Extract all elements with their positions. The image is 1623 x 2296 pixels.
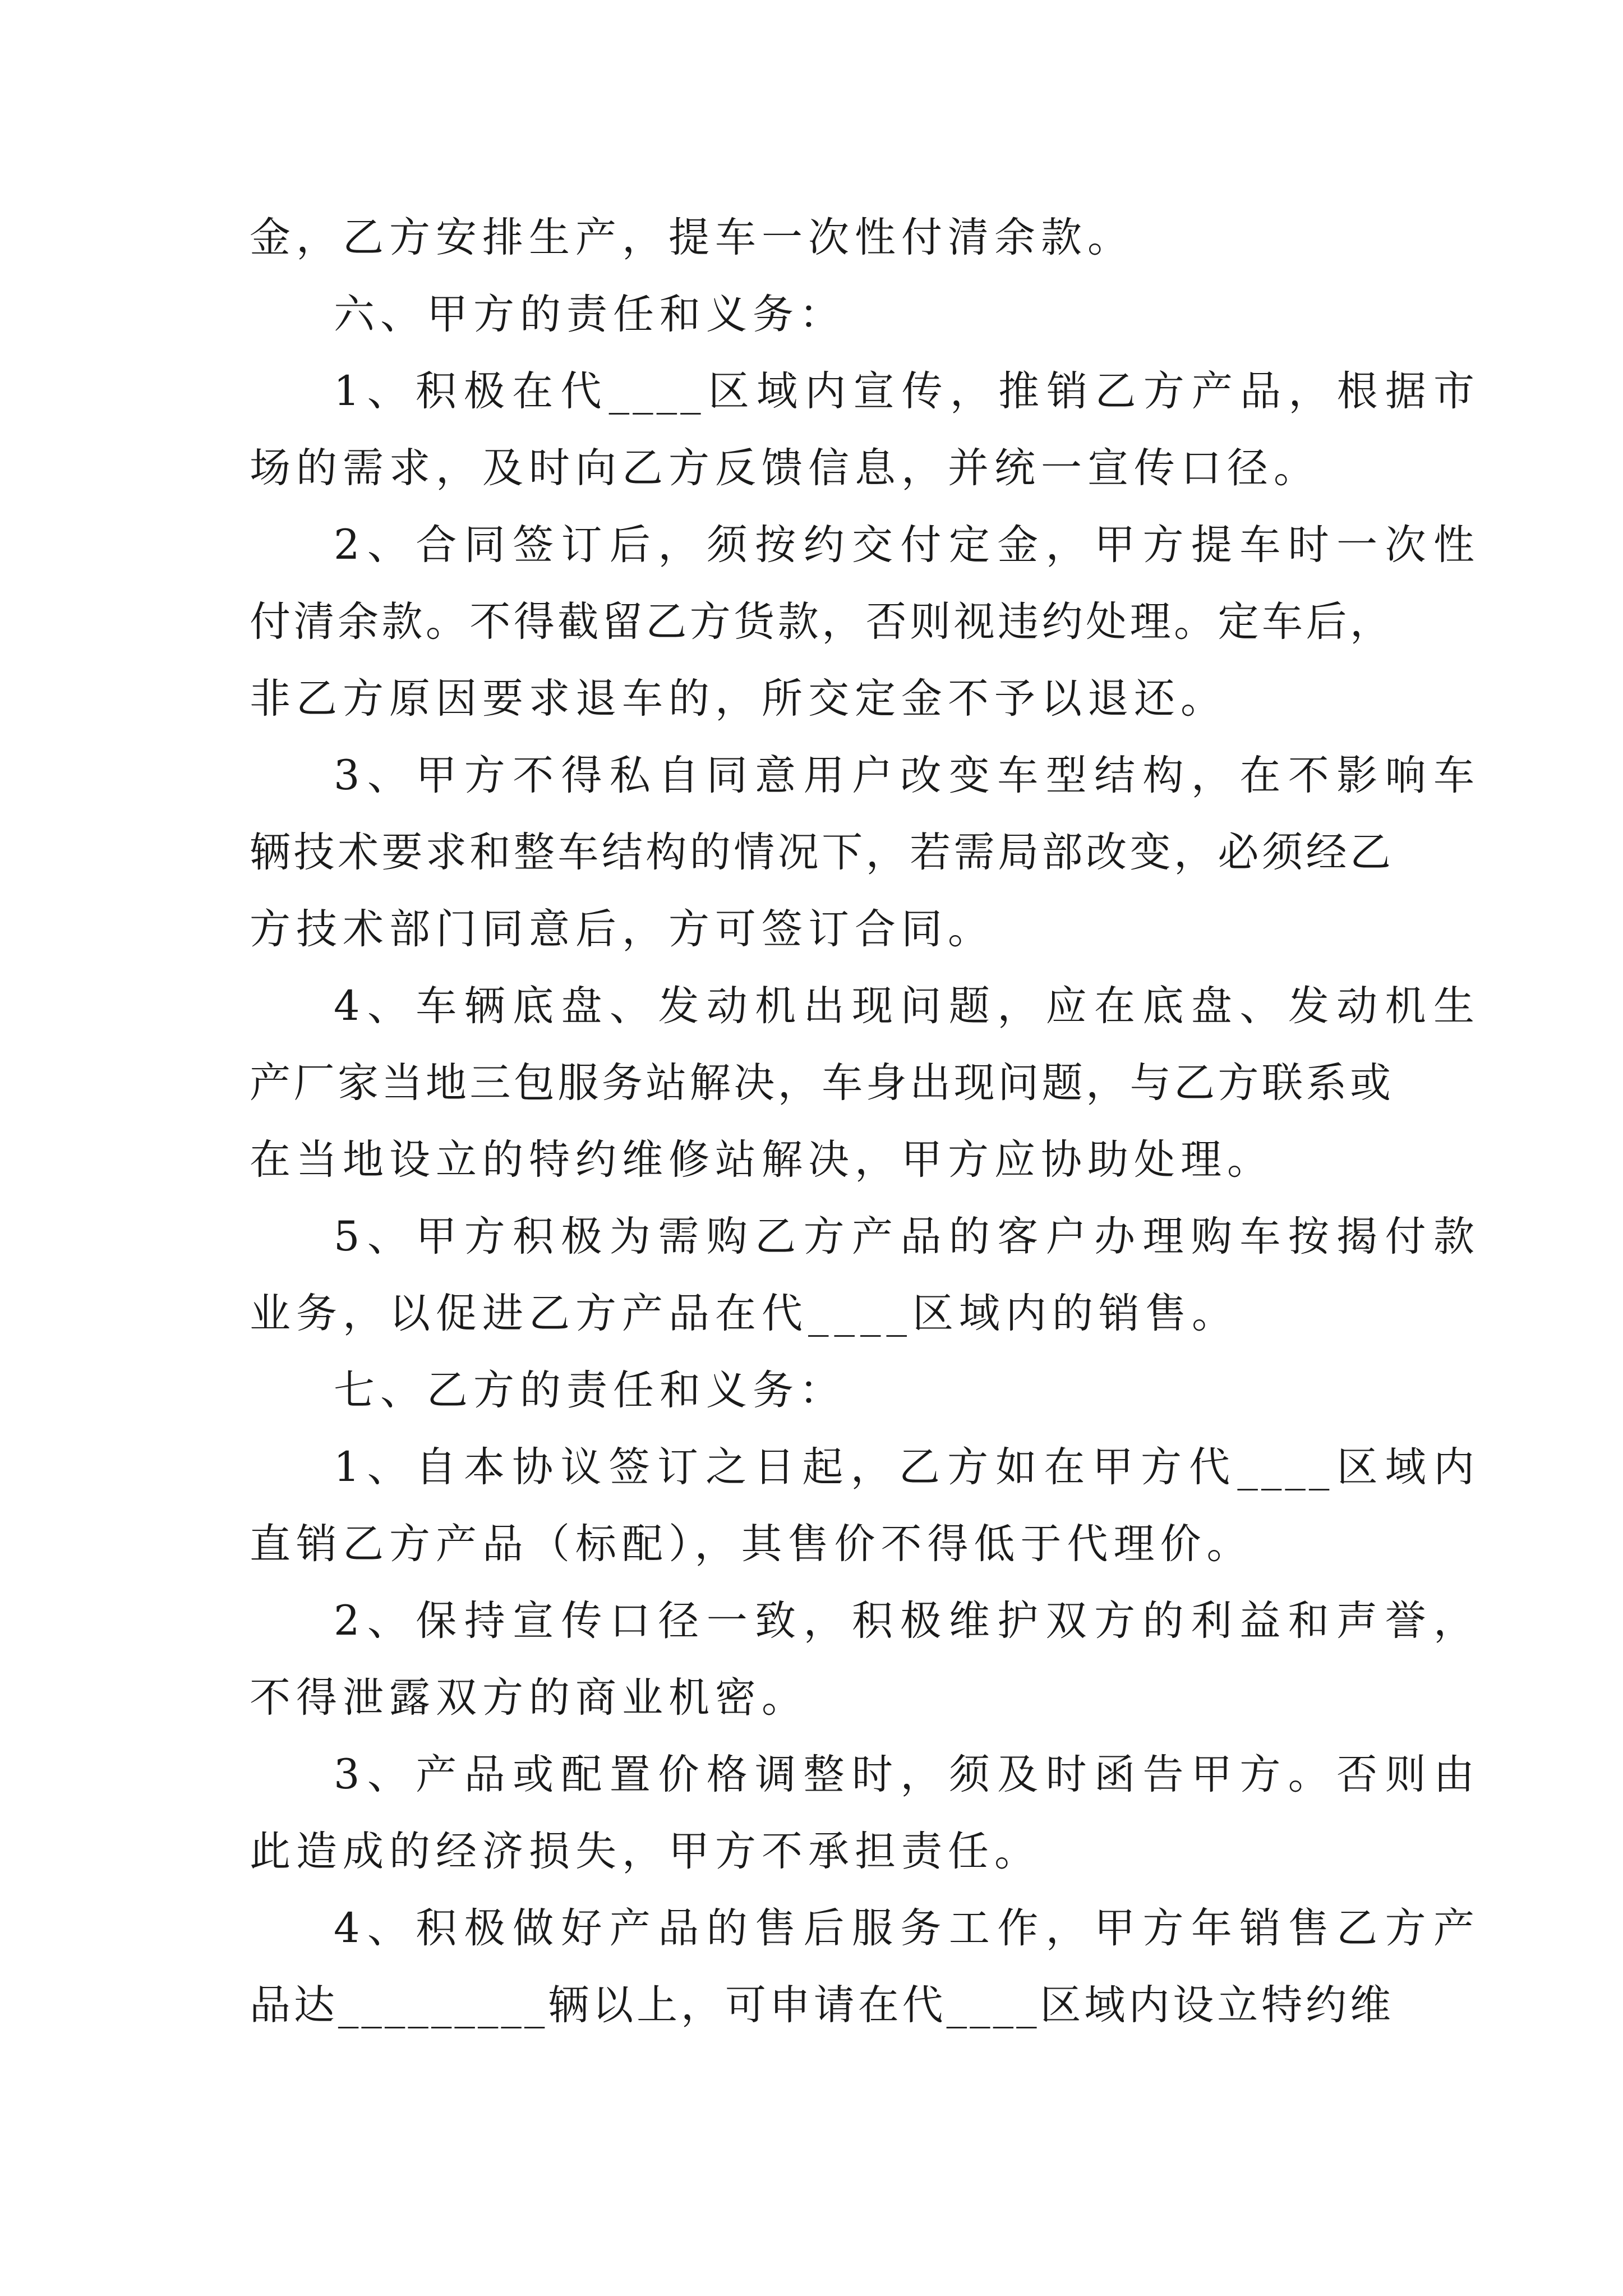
paragraph-line: 1、自本协议签订之日起，乙方如在甲方代____区域内 (334, 1443, 1478, 1491)
paragraph-line: 3、甲方不得私自同意用户改变车型结构，在不影响车 (334, 752, 1478, 799)
paragraph-line: 品达_________辆以上，可申请在代____区域内设立特约维 (250, 1981, 1394, 2029)
paragraph-line: 金，乙方安排生产，提车一次性付清余款。 (250, 214, 1134, 261)
paragraph-line: 在当地设立的特约维修站解决，甲方应协助处理。 (250, 1136, 1274, 1184)
contract-text (250, 199, 1478, 2044)
paragraph-line: 1、积极在代____区域内宣传，推销乙方产品，根据市 (334, 367, 1478, 415)
paragraph-line: 方技术部门同意后，方可签订合同。 (250, 905, 994, 953)
paragraph-line: 辆技术要求和整车结构的情况下，若需局部改变，必须经乙 (250, 829, 1394, 876)
paragraph-line: 直销乙方产品（标配），其售价不得低于代理价。 (250, 1520, 1253, 1568)
paragraph-line: 付清余款。不得截留乙方货款，否则视违约处理。定车后， (250, 598, 1394, 646)
section-heading: 七、乙方的责任和义务： (334, 1366, 846, 1414)
paragraph-line: 此造成的经济损失，甲方不承担责任。 (250, 1828, 1041, 1875)
paragraph-line: 4、积极做好产品的售后服务工作，甲方年销售乙方产 (334, 1904, 1478, 1952)
paragraph-line: 4、车辆底盘、发动机出现问题，应在底盘、发动机生 (334, 982, 1478, 1030)
paragraph-line: 场的需求，及时向乙方反馈信息，并统一宣传口径。 (250, 444, 1320, 492)
paragraph-line: 不得泄露双方的商业机密。 (250, 1674, 808, 1722)
section-heading: 六、甲方的责任和义务： (334, 291, 846, 338)
paragraph-line: 5、甲方积极为需购乙方产品的客户办理购车按揭付款 (334, 1213, 1478, 1260)
paragraph-line: 2、合同签订后，须按约交付定金，甲方提车时一次性 (334, 521, 1478, 569)
paragraph-line: 产厂家当地三包服务站解决，车身出现问题，与乙方联系或 (250, 1059, 1394, 1107)
paragraph-line: 业务，以促进乙方产品在代____区域内的销售。 (250, 1290, 1238, 1337)
paragraph-line: 3、产品或配置价格调整时，须及时函告甲方。否则由 (334, 1751, 1478, 1798)
paragraph-line: 2、保持宣传口径一致，积极维护双方的利益和声誉， (334, 1597, 1478, 1645)
paragraph-line: 非乙方原因要求退车的，所交定金不予以退还。 (250, 675, 1227, 723)
